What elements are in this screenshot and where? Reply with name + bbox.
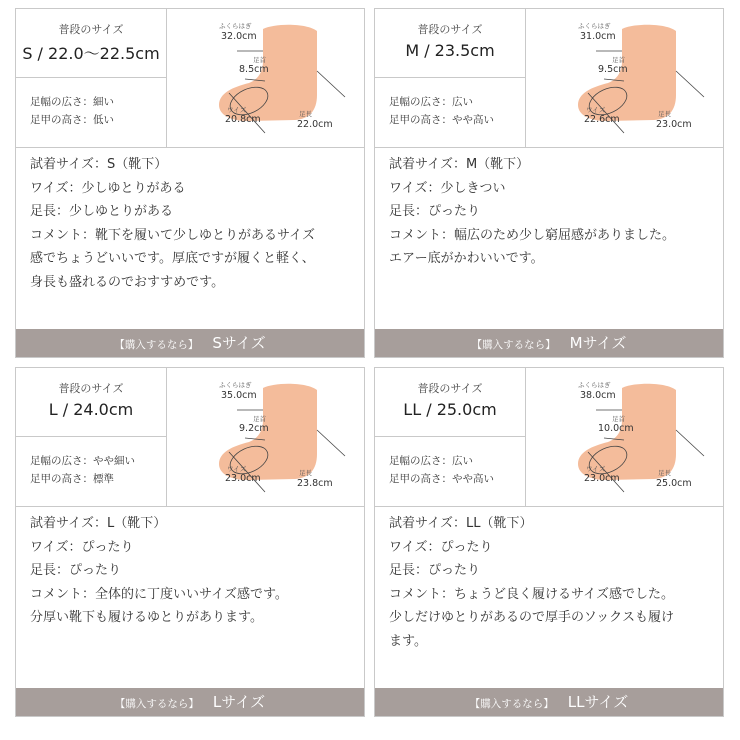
comment-line: 身長も盛れるのでおすすめです。 (30, 274, 225, 290)
foot-width-trait: 足幅の広さ：やや細い (30, 455, 135, 467)
comment-line: 分厚い靴下も履けるゆとりがあります。 (30, 610, 263, 625)
trial-size: 試着サイズ：M（靴下） (389, 157, 530, 172)
card-header (16, 368, 364, 507)
calf-label: ふくらはぎ (578, 22, 611, 30)
usual-size-value: M / 23.5cm (405, 41, 495, 60)
usual-size-block (375, 9, 525, 78)
size-info-box (16, 368, 167, 506)
wise-fit: ワイズ：少しゆとりがある (30, 180, 186, 196)
size-review-card (374, 367, 724, 717)
size-info-box (16, 9, 167, 147)
usual-size-block (16, 368, 166, 437)
calf-value: 32.0cm (221, 31, 257, 42)
trial-size: 試着サイズ：LL（靴下） (389, 516, 533, 531)
card-header (16, 9, 364, 148)
review-comment (30, 224, 356, 295)
usual-size-value: S / 22.0〜22.5cm (22, 44, 160, 63)
usual-size-label: 普段のサイズ (58, 23, 124, 36)
review-text (30, 153, 356, 294)
calf-label: ふくらはぎ (578, 381, 611, 389)
wise-value: 23.0cm (225, 473, 261, 484)
review-comment (30, 583, 356, 630)
foot-width-trait: 足幅の広さ：広い (389, 455, 473, 467)
foot-illustration (167, 9, 364, 147)
length-fit: 足長：ぴったり (389, 204, 481, 219)
instep-height-trait: 足甲の高さ：やや高い (389, 114, 494, 126)
comment-line: コメント：全体的に丁度いいサイズ感です。 (30, 586, 288, 602)
calf-value: 38.0cm (580, 390, 616, 401)
size-review-card (15, 367, 365, 717)
wise-fit: ワイズ：ぴったり (30, 539, 134, 555)
foot-illustration (526, 368, 723, 506)
foot-diagram (526, 368, 723, 506)
length-line-2 (317, 71, 345, 97)
length-fit: 足長：ぴったり (389, 563, 481, 578)
wise-fit: ワイズ：ぴったり (389, 539, 493, 555)
usual-size-label: 普段のサイズ (58, 382, 124, 395)
recommend-prefix: 【購入するなら】 (469, 698, 554, 710)
comment-line: 感でちょうどいいです。厚底ですが履くと軽く、 (30, 251, 315, 266)
foot-traits (30, 452, 135, 488)
ankle-value: 9.5cm (598, 64, 628, 75)
review-comment (389, 224, 715, 271)
comment-line: エアー底がかわいいです。 (389, 251, 544, 266)
comment-line: 少しだけゆとりがあるので厚手のソックスも履け (389, 610, 674, 625)
length-value: 23.8cm (297, 478, 333, 489)
length-value: 25.0cm (656, 478, 692, 489)
comment-line: コメント：幅広のため少し窮屈感がありました。 (389, 227, 676, 243)
foot-diagram (526, 9, 723, 147)
instep-height-trait: 足甲の高さ：標準 (30, 473, 114, 485)
wise-value: 22.6cm (584, 114, 620, 125)
recommended-size: Lサイズ (212, 693, 266, 711)
length-fit: 足長：少しゆとりがある (30, 204, 174, 219)
wise-value: 20.8cm (225, 114, 261, 125)
card-header (375, 368, 723, 507)
usual-size-block (16, 9, 166, 78)
card-header (375, 9, 723, 148)
wise-fit: ワイズ：少しきつい (389, 180, 506, 196)
review-text (389, 153, 715, 271)
foot-width-trait: 足幅の広さ：細い (30, 96, 114, 108)
wise-label: ワイズ (586, 106, 606, 114)
usual-size-value: L / 24.0cm (48, 400, 134, 419)
usual-size-label: 普段のサイズ (417, 382, 483, 395)
calf-value: 31.0cm (580, 31, 616, 42)
wise-label: ワイズ (227, 465, 247, 473)
calf-value: 35.0cm (221, 390, 257, 401)
wise-label: ワイズ (227, 106, 247, 114)
recommended-size: Mサイズ (569, 334, 627, 352)
usual-size-value: LL / 25.0cm (403, 400, 497, 419)
length-label: 足長 (299, 110, 312, 118)
ankle-value: 8.5cm (239, 64, 269, 75)
trial-size: 試着サイズ：S（靴下） (30, 157, 168, 172)
ankle-label: 足首 (612, 56, 625, 64)
length-value: 22.0cm (297, 119, 333, 130)
ankle-value: 9.2cm (239, 423, 269, 434)
size-info-box (375, 9, 526, 147)
foot-illustration (526, 9, 723, 147)
recommended-size-bar (375, 329, 723, 357)
recommended-size: LLサイズ (567, 693, 629, 711)
foot-diagram (167, 368, 364, 506)
size-review-card (15, 8, 365, 358)
comment-line: コメント：靴下を履いて少しゆとりがあるサイズ (30, 227, 315, 243)
recommended-size-bar (16, 688, 364, 716)
wise-value: 23.0cm (584, 473, 620, 484)
comment-line: コメント：ちょうど良く履けるサイズ感でした。 (389, 586, 674, 602)
length-label: 足長 (658, 110, 671, 118)
instep-height-trait: 足甲の高さ：やや高い (389, 473, 494, 485)
recommended-size-bar (16, 329, 364, 357)
calf-label: ふくらはぎ (219, 22, 252, 30)
size-review-card (374, 8, 724, 358)
foot-diagram (167, 9, 364, 147)
length-line-2 (317, 430, 345, 456)
ankle-label: 足首 (253, 415, 266, 423)
foot-traits (389, 452, 494, 488)
ankle-value: 10.0cm (598, 423, 634, 434)
instep-height-trait: 足甲の高さ：低い (30, 114, 114, 126)
recommended-size: Sサイズ (212, 334, 266, 352)
recommend-prefix: 【購入するなら】 (471, 339, 556, 351)
foot-illustration (167, 368, 364, 506)
wise-label: ワイズ (586, 465, 606, 473)
length-line-2 (676, 430, 704, 456)
length-label: 足長 (299, 469, 312, 477)
length-label: 足長 (658, 469, 671, 477)
recommended-size-bar (375, 688, 723, 716)
review-comment (389, 583, 715, 654)
usual-size-label: 普段のサイズ (417, 23, 483, 36)
comment-line: ます。 (389, 633, 427, 649)
foot-traits (30, 93, 114, 129)
length-fit: 足長：ぴったり (30, 563, 122, 578)
foot-traits (389, 93, 494, 129)
length-value: 23.0cm (656, 119, 692, 130)
ankle-label: 足首 (253, 56, 266, 64)
calf-label: ふくらはぎ (219, 381, 252, 389)
usual-size-block (375, 368, 525, 437)
review-text (30, 512, 356, 630)
ankle-label: 足首 (612, 415, 625, 423)
review-text (389, 512, 715, 653)
foot-width-trait: 足幅の広さ：広い (389, 96, 473, 108)
size-info-box (375, 368, 526, 506)
trial-size: 試着サイズ：L（靴下） (30, 516, 167, 531)
length-line-2 (676, 71, 704, 97)
recommend-prefix: 【購入するなら】 (114, 698, 199, 710)
recommend-prefix: 【購入するなら】 (114, 339, 199, 351)
